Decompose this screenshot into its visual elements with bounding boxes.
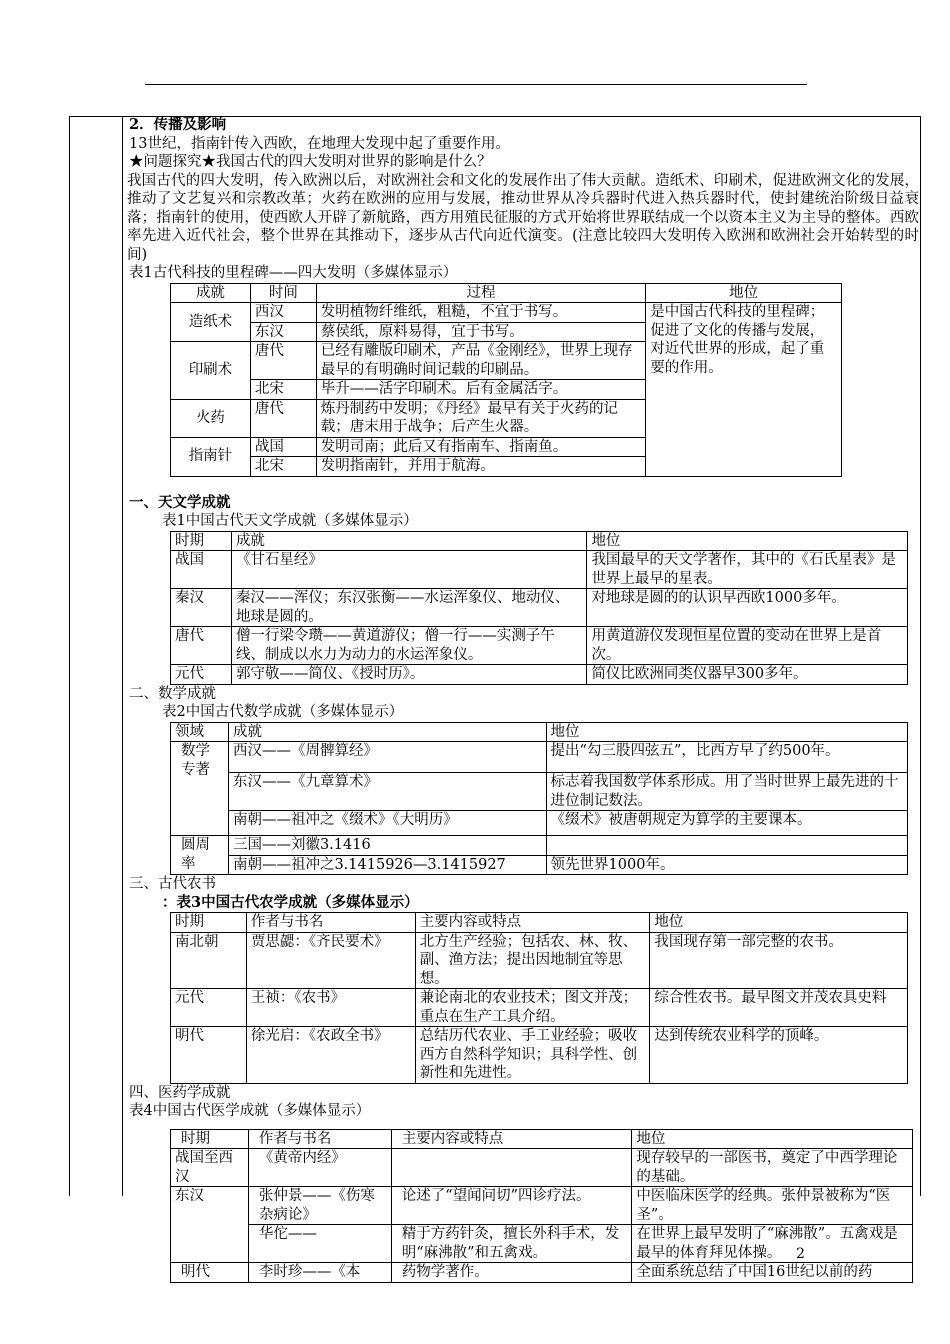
position-cell: 是中国古代科技的里程碑；促进了文化的传播与发展，对近代世界的形成，起了重要的作用。 xyxy=(646,303,842,477)
content-cell: 北方生产经验；包括农、林、牧、副、渔方法；提出因地制宜等思想。 xyxy=(415,932,650,989)
position-cell: 提出“勾三股四弦五”，比西方早了约500年。 xyxy=(546,742,907,773)
achievement-cell: 南朝——祖冲之《缀术》《大明历》 xyxy=(228,811,546,836)
table-row xyxy=(171,551,908,589)
header-cell: 成就 xyxy=(228,722,546,742)
position-cell: 中医临床医学的经典。张仲景被称为“医圣”。 xyxy=(632,1187,913,1225)
time-cell: 西汉 xyxy=(250,303,316,323)
header-cell: 时期 xyxy=(171,1129,249,1149)
header-cell: 主要内容或特点 xyxy=(415,913,650,933)
table-caption-inventions: 表1古代科技的里程碑——四大发明（多媒体显示） xyxy=(129,265,458,281)
time-cell: 东汉 xyxy=(250,322,316,342)
position-cell: 对地球是圆的的认识早西欧1000多年。 xyxy=(587,589,908,627)
table-row xyxy=(171,303,842,323)
book-cell: 张仲景——《伤寒杂病论》 xyxy=(248,1187,391,1225)
position-cell: 在世界上最早发明了“麻沸散”。五禽戏是最早的体育拜见体操。 xyxy=(632,1225,913,1263)
header-cell: 成就 xyxy=(171,283,251,303)
section-heading-math: 二、数学成就 xyxy=(129,685,216,702)
table-row xyxy=(171,742,908,773)
table-math xyxy=(170,722,908,876)
table-caption-agriculture: ：表3中国古代农学成就（多媒体显示） xyxy=(162,893,419,911)
book-cell: 李时珍——《本 xyxy=(248,1263,391,1283)
process-cell: 炼丹制药中发明；《丹经》最早有关于火药的记载；唐末用于战争；后产生火器。 xyxy=(316,399,645,437)
header-cell: 成就 xyxy=(231,531,587,551)
header-cell: 作者与书名 xyxy=(248,1129,391,1149)
book-cell: 徐光启：《农政全书》 xyxy=(246,1027,415,1084)
header-cell: 主要内容或特点 xyxy=(391,1129,632,1149)
period-cell: 唐代 xyxy=(171,627,232,665)
table-caption-astronomy: 表1中国古代天文学成就（多媒体显示） xyxy=(162,513,418,529)
header-cell: 时间 xyxy=(250,283,316,303)
table-header-row xyxy=(171,531,908,551)
field-cell: 数学专著 xyxy=(171,742,229,836)
time-cell: 战国 xyxy=(250,437,316,457)
table-caption-medicine: 表4中国古代医学成就（多媒体显示） xyxy=(129,1103,371,1119)
header-cell: 地位 xyxy=(546,722,907,742)
invention-name: 印刷术 xyxy=(171,342,251,400)
table-header-row xyxy=(171,913,908,933)
position-cell: 综合性农书。最早图文并茂农具史料 xyxy=(650,989,908,1027)
position-cell: 简仪比欧洲同类仪器早300多年。 xyxy=(587,665,908,685)
position-cell: 达到传统农业科学的顶峰。 xyxy=(650,1027,908,1084)
table-row xyxy=(171,589,908,627)
section-heading-medicine: 四、医药学成就 xyxy=(129,1084,231,1101)
period-cell: 秦汉 xyxy=(171,589,232,627)
content-cell xyxy=(391,1149,632,1187)
content-cell: 兼论南北的农业技术；图文并茂；重点在生产工具介绍。 xyxy=(415,989,650,1027)
book-cell: 贾思勰：《齐民要术》 xyxy=(246,932,415,989)
position-cell: 用黄道游仪发现恒星位置的变动在世界上是首次。 xyxy=(587,627,908,665)
process-cell: 毕升——活字印刷术。后有金属活字。 xyxy=(316,380,645,400)
invention-name: 火药 xyxy=(171,399,251,437)
process-cell: 已经有雕版印刷术，产品《金刚经》，世界上现存最早的有明确时间记载的印刷品。 xyxy=(316,342,645,380)
content-cell: 精于方药针灸，擅长外科手术，发明“麻沸散”和五禽戏。 xyxy=(391,1225,632,1263)
period-cell: 战国至西汉 xyxy=(171,1149,249,1187)
invention-name: 造纸术 xyxy=(171,303,251,342)
invention-name: 指南针 xyxy=(171,437,251,476)
question-text: ★问题探究★我国古代的四大发明对世界的影响是什么？ xyxy=(129,154,492,170)
position-cell: 《缀术》被唐朝规定为算学的主要课本。 xyxy=(546,811,907,836)
period-cell: 南北朝 xyxy=(171,932,247,989)
time-cell: 北宋 xyxy=(250,380,316,400)
table-header-row xyxy=(171,722,908,742)
header-cell: 地位 xyxy=(646,283,842,303)
book-cell: 王祯：《农书》 xyxy=(246,989,415,1027)
header-cell: 作者与书名 xyxy=(246,913,415,933)
header-cell: 领域 xyxy=(171,722,229,742)
position-cell: 我国现存第一部完整的农书。 xyxy=(650,932,908,989)
field-cell: 圆周率 xyxy=(171,836,229,875)
page-number: 2 xyxy=(796,1246,805,1262)
table-four-inventions xyxy=(170,283,842,477)
answer-paragraph: 我国古代的四大发明，传入欧洲以后，对欧洲社会和文化的发展作出了伟大贡献。造纸术、印刷术，促进欧洲文化的发展，推动了文艺复兴和宗教改革；火药在欧洲的应用与发展，推动世界从冷兵器时代进入热兵器时代，使封建统治阶级日益衰落；指南针的使用，使西欧人开辟了新航路，西方用殖民征服的方式开始将世界联结成一个以资本主义为主导的整体。西欧率先进入近代社会，整个世界在其推动下，逐步从古代向近代演变。(注意比较四大发明传入欧洲和欧洲社会开始转型的时间) xyxy=(127,172,919,263)
process-cell: 发明司南；此后又有指南车、指南鱼。 xyxy=(316,437,645,457)
period-cell: 明代 xyxy=(171,1263,249,1283)
section-heading-astronomy: 一、天文学成就 xyxy=(129,493,231,511)
section-heading-agriculture: 三、古代农书 xyxy=(129,876,216,892)
table-caption-math: 表2中国古代数学成就（多媒体显示） xyxy=(162,704,404,720)
achievement-cell: 三国——刘徽3.1416 xyxy=(228,836,546,856)
header-cell: 地位 xyxy=(587,531,908,551)
achievement-cell: 南朝——祖冲之3.1415926—3.1415927 xyxy=(228,855,546,875)
position-cell: 标志着我国数学体系形成。用了当时世界上最先进的十进位制记数法。 xyxy=(546,773,907,811)
period-cell: 战国 xyxy=(171,551,232,589)
table-row xyxy=(171,1263,913,1283)
table-row xyxy=(171,989,908,1027)
book-cell: 华佗—— xyxy=(248,1225,391,1263)
table-row xyxy=(171,811,908,836)
achievement-cell: 东汉——《九章算术》 xyxy=(228,773,546,811)
header-rule xyxy=(145,84,807,85)
position-cell: 领先世界1000年。 xyxy=(546,855,907,875)
period-cell: 东汉 xyxy=(171,1187,249,1263)
book-cell: 《黄帝内经》 xyxy=(248,1149,391,1187)
table-row xyxy=(171,773,908,811)
time-cell: 唐代 xyxy=(250,342,316,380)
achievement-cell: 秦汉——浑仪；东汉张衡——水运浑象仪、地动仪、地球是圆的。 xyxy=(231,589,587,627)
time-cell: 唐代 xyxy=(250,399,316,437)
table-row xyxy=(171,1187,913,1225)
content-cell: 论述了“望闻问切”四诊疗法。 xyxy=(391,1187,632,1225)
position-cell: 现存较早的一部医书，奠定了中西学理论的基础。 xyxy=(632,1149,913,1187)
period-cell: 元代 xyxy=(171,989,247,1027)
section-heading-spread: 2．传播及影响 xyxy=(129,116,227,133)
table-row xyxy=(171,627,908,665)
table-row xyxy=(171,855,908,875)
header-cell: 地位 xyxy=(632,1129,913,1149)
table-row xyxy=(171,665,908,685)
table-row xyxy=(171,1027,908,1084)
table-row xyxy=(171,1149,913,1187)
process-cell: 蔡侯纸，原料易得，宜于书写。 xyxy=(316,322,645,342)
table-agriculture xyxy=(170,912,908,1084)
header-cell: 地位 xyxy=(650,913,908,933)
period-cell: 元代 xyxy=(171,665,232,685)
position-cell xyxy=(546,836,907,856)
content-cell: 药物学著作。 xyxy=(391,1263,632,1283)
header-cell: 时期 xyxy=(171,913,247,933)
position-cell: 全面系统总结了中国16世纪以前的药 xyxy=(632,1263,913,1283)
table-astronomy xyxy=(170,531,908,685)
time-cell: 北宋 xyxy=(250,457,316,477)
achievement-cell: 《甘石星经》 xyxy=(231,551,587,589)
compass-text: 13世纪，指南针传入西欧，在地理大发现中起了重要作用。 xyxy=(129,135,510,152)
achievement-cell: 僧一行梁令瓒——黄道游仪；僧一行——实测子午线、制成以水力为动力的水运浑象仪。 xyxy=(231,627,587,665)
position-cell: 我国最早的天文学著作，其中的《石氏星表》是世界上最早的星表。 xyxy=(587,551,908,589)
header-cell: 时期 xyxy=(171,531,232,551)
header-cell: 过程 xyxy=(316,283,645,303)
content-cell: 总结历代农业、手工业经验；吸收西方自然科学知识；具科学性、创新性和先进性。 xyxy=(415,1027,650,1084)
table-row xyxy=(171,932,908,989)
table-row xyxy=(171,836,908,856)
main-content xyxy=(129,116,919,1283)
period-cell: 明代 xyxy=(171,1027,247,1084)
process-cell: 发明指南针，并用于航海。 xyxy=(316,457,645,477)
achievement-cell: 西汉——《周髀算经》 xyxy=(228,742,546,773)
table-header-row xyxy=(171,1129,913,1149)
achievement-cell: 郭守敬——简仪、《授时历》。 xyxy=(231,665,587,685)
table-header-row xyxy=(171,283,842,303)
process-cell: 发明植物纤维纸，粗糙，不宜于书写。 xyxy=(316,303,645,323)
